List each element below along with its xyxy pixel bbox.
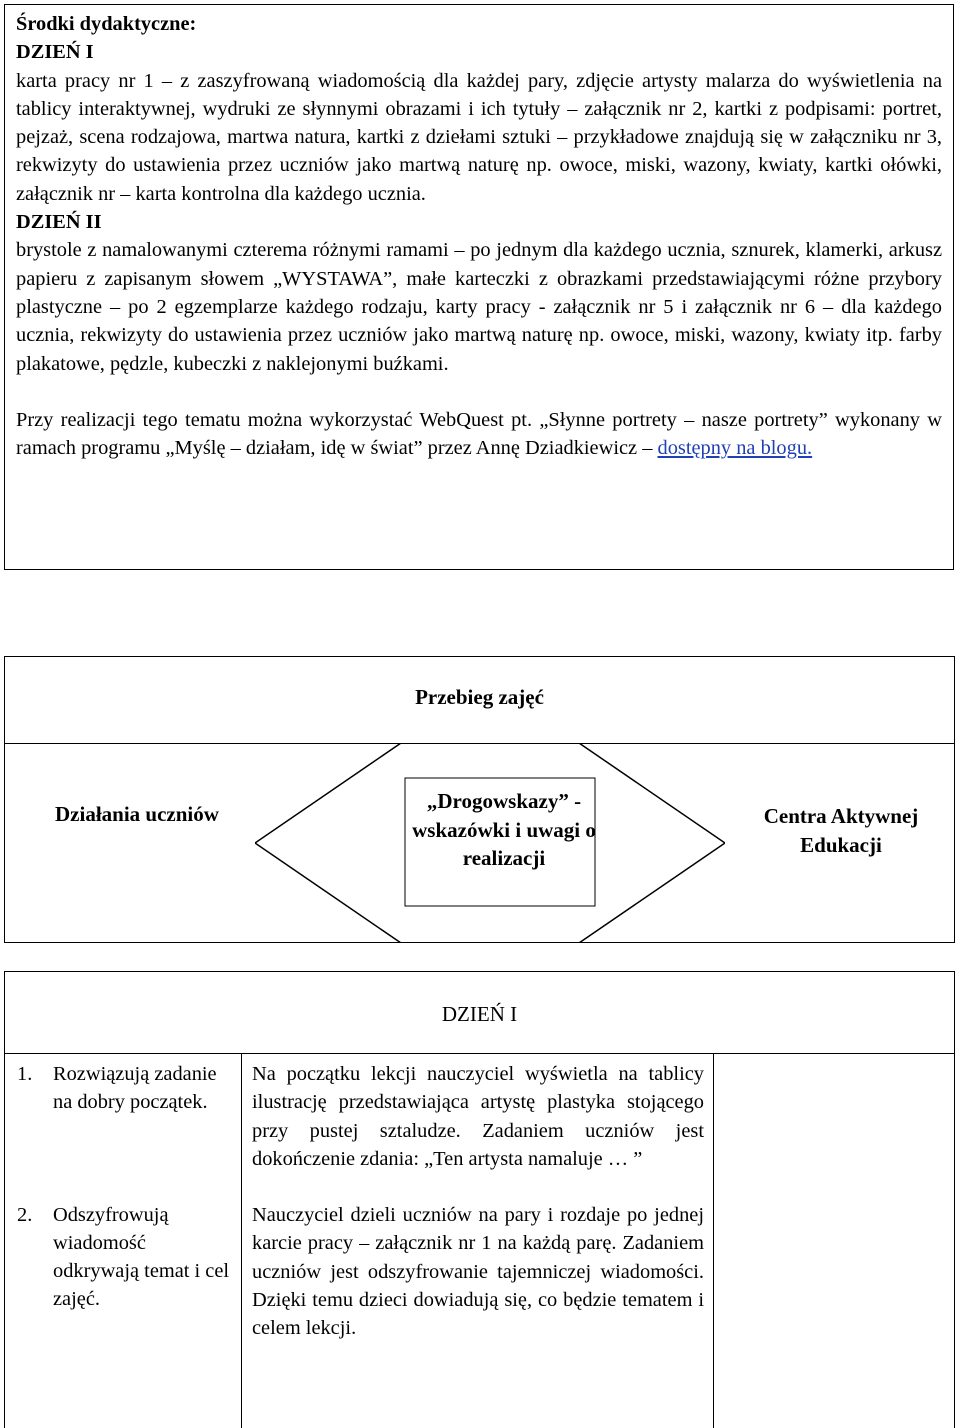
list-item xyxy=(17,1201,237,1314)
column-divider xyxy=(713,1053,714,1428)
day2-label: DZIEŃ II xyxy=(16,211,102,234)
active-education-centers-label: Centra Aktywnej Edukacji xyxy=(763,804,919,857)
course-title: Przebieg zajęć xyxy=(415,685,544,709)
spacer xyxy=(252,1173,704,1201)
day2-materials: brystole z namalowanymi czterema różnymi ramami – po jednym dla każdego ucznia, sznurek, klamerki, arkusz papieru z zapisanym słowem „WYSTAWA”, małe karteczki z obrazkami przedstawiającymi różne przybory plastyczne – po 2 egzemplarze każdego rodzaju, karty pracy - załącznik nr 5 i załącznik nr 6 – dla każdego ucznia, rekwizyty do ustawienia przez uczniów jako martwą naturę np. owoce, miski, wazony, kwiaty itp. farby plakatowe, pędzle, kubeczki z naklejonymi buźkami. xyxy=(16,239,942,375)
item-text: Rozwiązują zadanie na dobry początek. xyxy=(53,1063,217,1114)
day1-label: DZIEŃ I xyxy=(16,41,94,64)
materials-box xyxy=(4,4,954,570)
divider xyxy=(5,1053,954,1054)
guide-paragraph: Nauczyciel dzieli uczniów na pary i rozdaje po jednej karcie pracy – załącznik nr 1 na każdą parę. Zadaniem uczniów jest odszyfrowanie tajemniczej wiadomości. Dzięki temu dzieci dowiadują się, co będzie tematem i celem lekcji. xyxy=(252,1204,704,1340)
day-title: DZIEŃ I xyxy=(441,1002,518,1026)
student-actions-column xyxy=(17,1060,237,1314)
spacer xyxy=(17,1117,237,1201)
course-header-box xyxy=(4,656,955,943)
list-item xyxy=(17,1060,237,1117)
blog-link[interactable]: dostępny na blogu. xyxy=(657,437,813,460)
webquest-text: Przy realizacji tego tematu można wykorzystać WebQuest pt. „Słynne portrety – nasze portrety” wykonany w ramach programu „Myślę – działam, idę w świat” przez Annę Dziadkiewicz – xyxy=(16,408,942,460)
student-actions-label: Działania uczniów xyxy=(55,802,219,826)
guide-paragraph: Na początku lekcji nauczyciel wyświetla na tablicy ilustrację przedstawiająca artystę plastyka stojącego przy pustej sztaludze. Zadaniem uczniów jest dokończenie zdania: „Ten artysta namaluje … ” xyxy=(252,1063,704,1170)
guidelines-column xyxy=(252,1060,704,1343)
column-divider xyxy=(241,1053,242,1428)
guidelines-label: „Drogowskazy” -wskazówki i uwagi o realizacji xyxy=(412,789,596,870)
day-table xyxy=(4,971,955,1428)
day1-materials: karta pracy nr 1 – z zaszyfrowaną wiadomością dla każdej pary, zdjęcie artysty malarza do wyświetlenia na tablicy interaktywnej, wydruki ze słynnymi obrazami i ich tytuły – załącznik nr 2, kartki z podpisami: portret, pejzaż, scena rodzajowa, martwa natura, kartki z dziełami sztuki – przykładowe znajdują się w załączniku nr 3, rekwizyty do ustawienia przez uczniów jako martwą naturę np. owoce, miski, wazony, kwiaty, kartki ołówki, załącznik nr – karta kontrolna dla każdego ucznia. xyxy=(16,69,942,205)
materials-heading: Środki dydaktyczne: xyxy=(16,13,197,35)
webquest-paragraph xyxy=(16,406,942,463)
item-number: 1. xyxy=(17,1063,33,1085)
item-number: 2. xyxy=(17,1203,33,1226)
item-text: Odszyfrowują wiadomość odkrywają temat i cel zajęć. xyxy=(53,1203,230,1311)
spacer xyxy=(16,378,942,406)
